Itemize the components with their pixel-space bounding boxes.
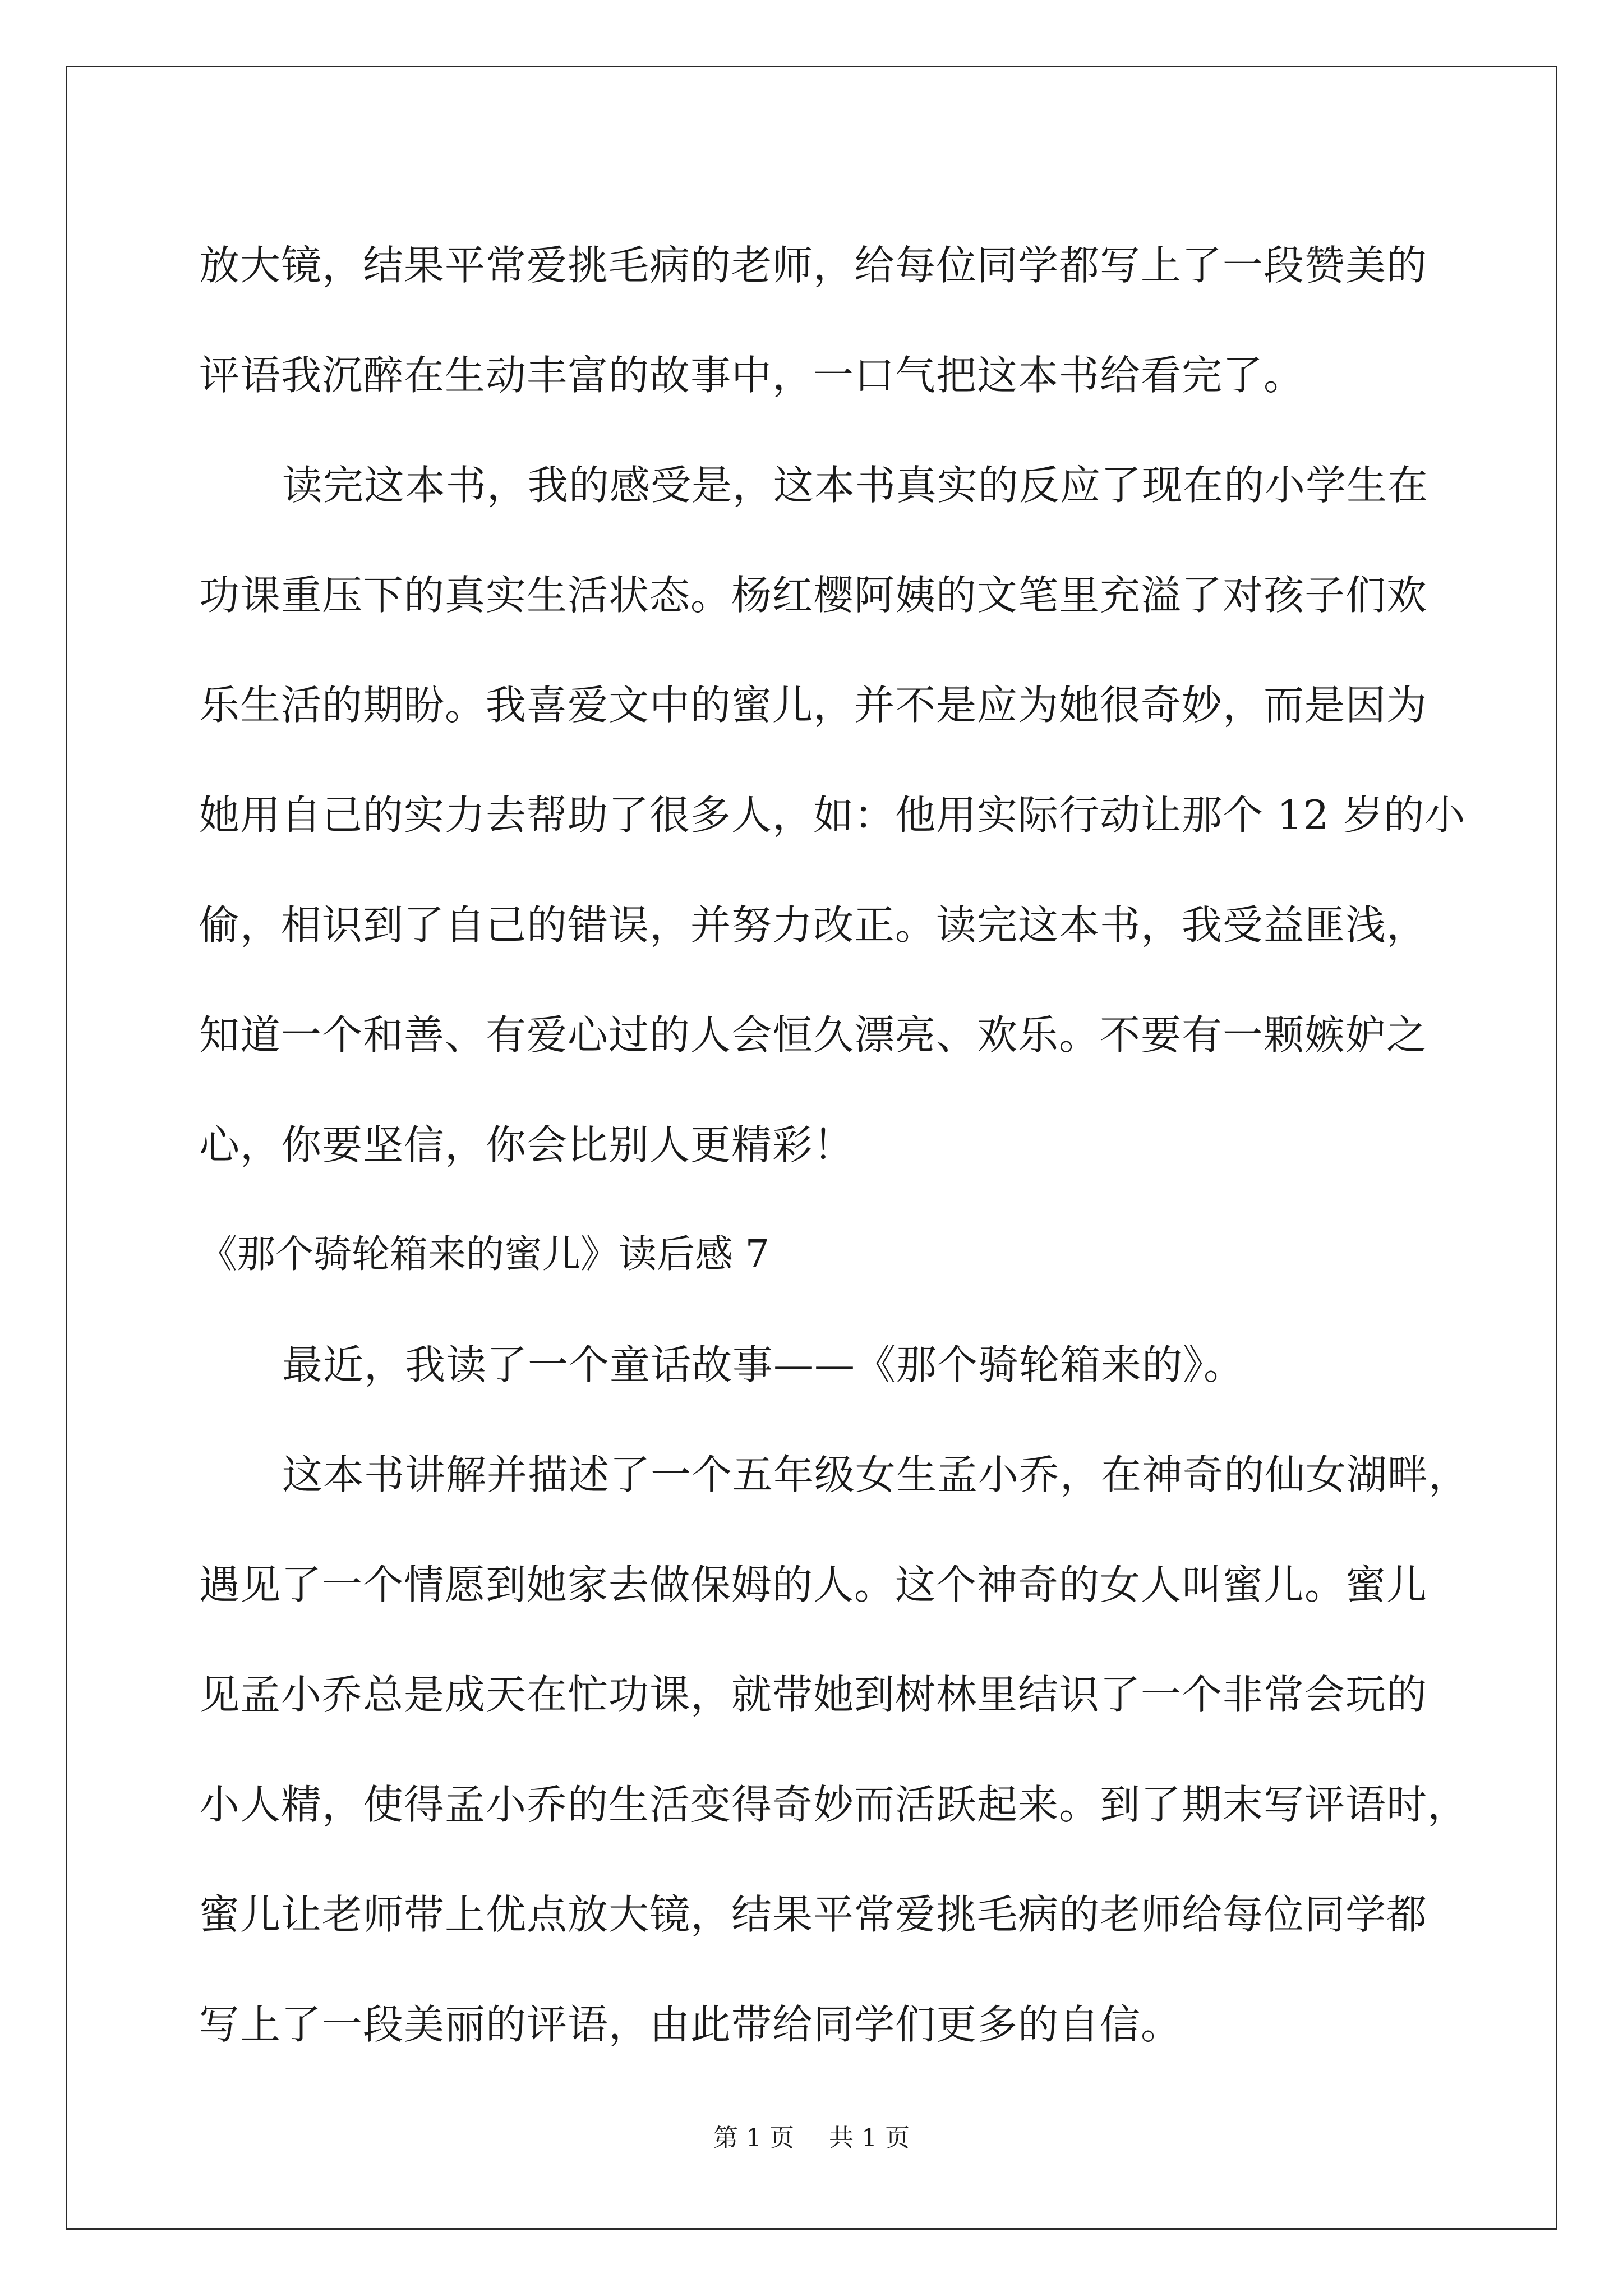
- paragraph-line: 乐生活的期盼。我喜爱文中的蜜儿，并不是应为她很奇妙，而是因为: [199, 682, 1428, 729]
- paragraph-line: 功课重压下的真实生活状态。杨红樱阿姨的文笔里充溢了对孩子们欢: [199, 572, 1428, 619]
- paragraph-line: 评语我沉醉在生动丰富的故事中，一口气把这本书给看完了。: [199, 352, 1305, 399]
- paragraph-line: 知道一个和善、有爱心过的人会恒久漂亮、欢乐。不要有一颗嫉妒之: [199, 1011, 1428, 1059]
- paragraph-line: 她用自己的实力去帮助了很多人，如：他用实际行动让那个 12 岁的小: [199, 792, 1466, 839]
- paragraph-line: 蜜儿让老师带上优点放大镜，结果平常爱挑毛病的老师给每位同学都: [199, 1891, 1428, 1938]
- page-footer: [0, 2118, 1623, 2154]
- paragraph-line: 读完这本书，我的感受是，这本书真实的反应了现在的小学生在: [282, 462, 1429, 509]
- paragraph-line: 心，你要坚信，你会比别人更精彩！: [199, 1121, 855, 1168]
- paragraph-line: 写上了一段美丽的评语，由此带给同学们更多的自信。: [199, 2001, 1182, 2048]
- paragraph-line: 遇见了一个情愿到她家去做保姆的人。这个神奇的女人叫蜜儿。蜜儿: [199, 1561, 1428, 1608]
- page-total: 共 1 页: [829, 2124, 910, 2152]
- paragraph-line: 见孟小乔总是成天在忙功课，就带她到树林里结识了一个非常会玩的: [199, 1671, 1428, 1718]
- document-body: [199, 210, 1470, 2079]
- page-number: 第 1 页: [713, 2124, 794, 2152]
- paragraph-line: 偷，相识到了自己的错误，并努力改正。读完这本书，我受益匪浅，: [199, 901, 1428, 949]
- paragraph-line: 最近，我读了一个童话故事——《那个骑轮箱来的》。: [282, 1341, 1245, 1388]
- section-heading: 《那个骑轮箱来的蜜儿》读后感 7: [199, 1232, 769, 1277]
- paragraph-line: 放大镜，结果平常爱挑毛病的老师，给每位同学都写上了一段赞美的: [199, 242, 1428, 289]
- paragraph-line: 小人精，使得孟小乔的生活变得奇妙而活跃起来。到了期末写评语时，: [199, 1781, 1469, 1828]
- paragraph-line: 这本书讲解并描述了一个五年级女生孟小乔，在神奇的仙女湖畔，: [282, 1451, 1470, 1498]
